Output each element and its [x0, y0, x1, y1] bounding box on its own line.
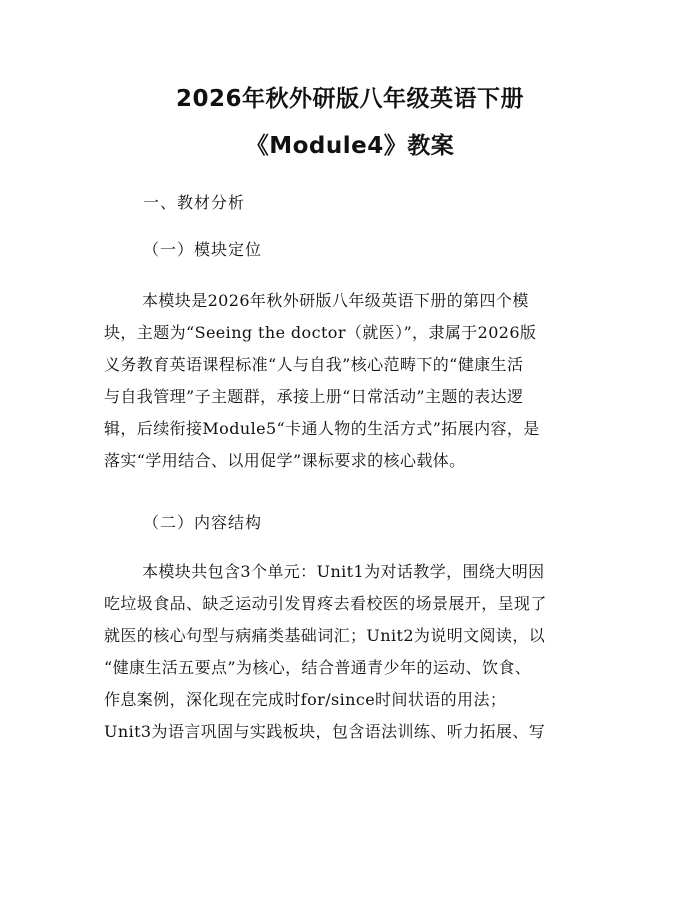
paragraph-line: 落实“学用结合、以用促学”课标要求的核心载体。 — [104, 451, 466, 470]
document-title-line-1: 2026年秋外研版八年级英语下册 — [175, 86, 524, 112]
paragraph-line: 本模块是2026年秋外研版八年级英语下册的第四个模 — [142, 291, 529, 310]
paragraph-line: 本模块共包含3个单元：Unit1为对话教学，围绕大明因 — [142, 562, 545, 581]
subsection-heading-content-structure: （二）内容结构 — [143, 513, 263, 532]
paragraph-line: 辑，后续衔接Module5“卡通人物的生活方式”拓展内容，是 — [104, 419, 540, 438]
paragraph-line: 作息案例，深化现在完成时for/since时间状语的用法； — [104, 690, 507, 709]
paragraph-line: 就医的核心句型与病痛类基础词汇；Unit2为说明文阅读，以 — [104, 626, 546, 645]
paragraph-line: 块，主题为“Seeing the doctor（就医）”，隶属于2026版 — [104, 323, 537, 342]
subsection-heading-module-positioning: （一）模块定位 — [143, 240, 263, 259]
paragraph-module-positioning — [104, 285, 598, 477]
paragraph-line: 吃垃圾食品、缺乏运动引发胃疼去看校医的场景展开，呈现了 — [104, 594, 547, 613]
paragraph-line: 义务教育英语课程标准“人与自我”核心范畴下的“健康生活 — [104, 355, 524, 374]
paragraph-line: Unit3为语言巩固与实践板块，包含语法训练、听力拓展、写 — [104, 722, 546, 741]
paragraph-line: 与自我管理”子主题群，承接上册“日常活动”主题的表达逻 — [104, 387, 524, 406]
section-heading-textbook-analysis: 一、教材分析 — [143, 193, 246, 212]
paragraph-line: “健康生活五要点”为核心，结合普通青少年的运动、饮食、 — [104, 658, 532, 677]
paragraph-content-structure — [104, 556, 598, 748]
document-title-line-2: 《Module4》教案 — [245, 133, 455, 159]
